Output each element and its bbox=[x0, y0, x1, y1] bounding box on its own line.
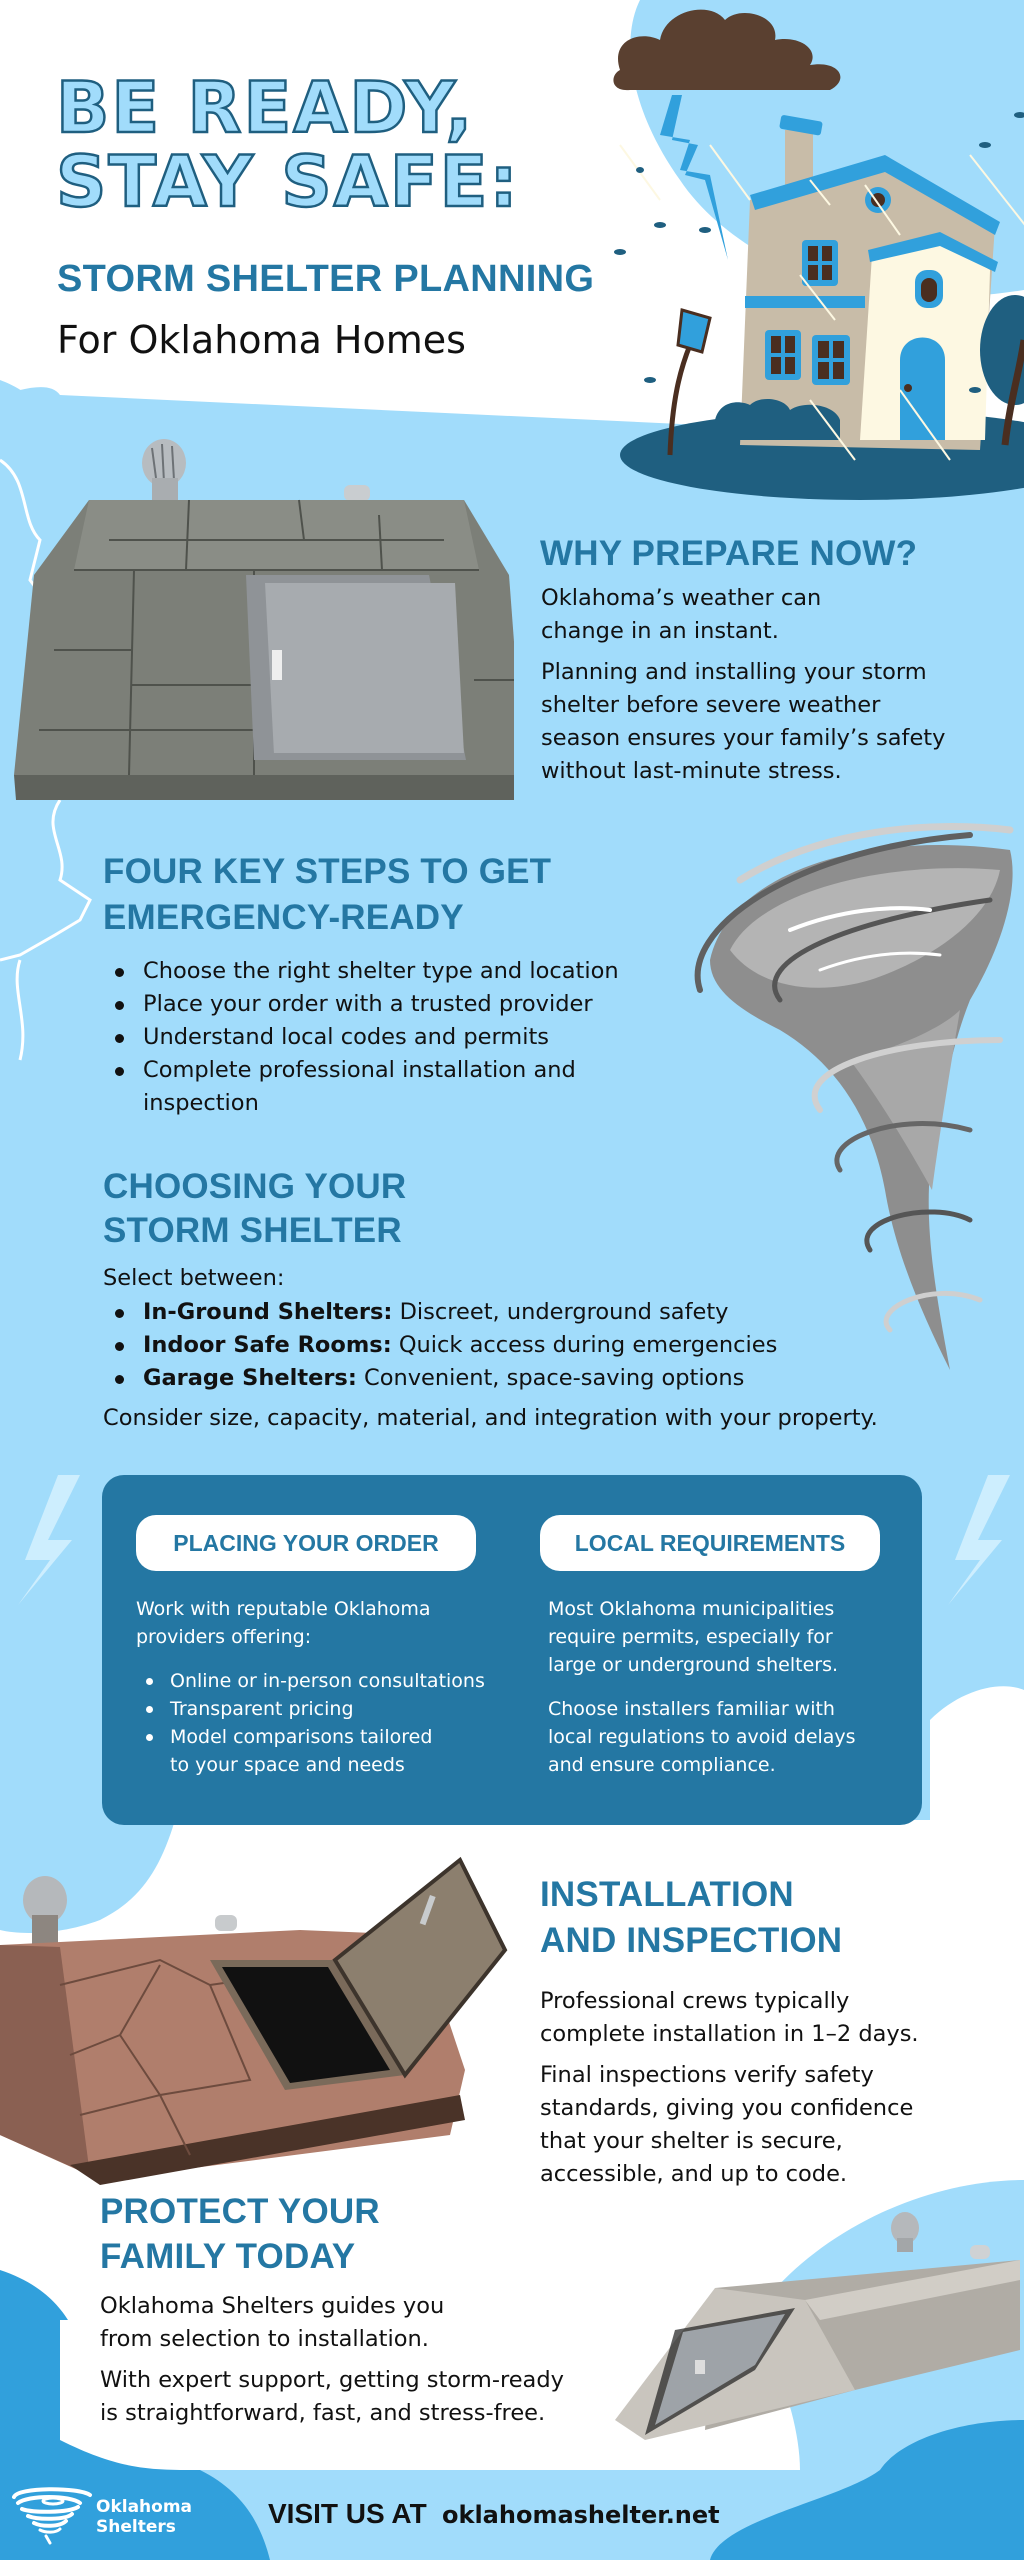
why-prepare-line: season ensures your family’s safety bbox=[541, 725, 946, 751]
hero-subtitle: STORM SHELTER PLANNING bbox=[57, 258, 595, 300]
placing-order-item: Model comparisons tailored to your space and needs bbox=[136, 1723, 456, 1779]
order-requirements-box bbox=[102, 1475, 922, 1825]
choosing-intro: Select between: bbox=[103, 1265, 285, 1291]
four-steps-item: Place your order with a trusted provider bbox=[103, 988, 663, 1021]
why-prepare-line: Oklahoma’s weather can bbox=[541, 585, 822, 611]
choosing-list bbox=[103, 1296, 903, 1395]
why-prepare-line: change in an instant. bbox=[541, 618, 779, 644]
choosing-item-label: In-Ground Shelters: bbox=[143, 1299, 393, 1325]
installation-line: accessible, and up to code. bbox=[540, 2161, 848, 2187]
footer bbox=[0, 2470, 1024, 2560]
why-prepare-line: shelter before severe weather bbox=[541, 692, 881, 718]
hero-subtitle-2: For Oklahoma Homes bbox=[57, 318, 466, 362]
choosing-item-desc: Quick access during emergencies bbox=[391, 1332, 778, 1358]
logo-text-line1: Oklahoma bbox=[96, 2497, 193, 2517]
why-prepare-heading: WHY PREPARE NOW? bbox=[540, 534, 918, 573]
installation-line: Final inspections verify safety bbox=[540, 2062, 874, 2088]
protect-text bbox=[100, 2290, 640, 2430]
placing-order-item: Online or in-person consultations bbox=[136, 1667, 516, 1695]
red-shelter-open-door-image bbox=[0, 1835, 520, 2190]
four-steps-item: Complete professional installation and inspection bbox=[103, 1054, 623, 1120]
choosing-heading-line2: STORM SHELTER bbox=[103, 1211, 402, 1250]
placing-order-item: Transparent pricing bbox=[136, 1695, 516, 1723]
choosing-heading-line1: CHOOSING YOUR bbox=[103, 1167, 407, 1206]
four-steps-section bbox=[0, 850, 700, 1130]
protect-heading-line1: PROTECT YOUR bbox=[100, 2192, 380, 2231]
four-steps-heading-line2: EMERGENCY-READY bbox=[103, 898, 464, 937]
why-prepare-section bbox=[0, 410, 1024, 810]
protect-line: from selection to installation. bbox=[100, 2326, 429, 2352]
four-steps-heading-line1: FOUR KEY STEPS TO GET bbox=[103, 852, 552, 891]
installation-text bbox=[540, 1985, 1010, 2191]
placing-order-text bbox=[136, 1595, 516, 1779]
placing-order-intro-line: providers offering: bbox=[136, 1626, 312, 1648]
concrete-shelter-image bbox=[605, 2210, 1024, 2440]
why-prepare-line: without last-minute stress. bbox=[541, 758, 842, 784]
local-requirements-text bbox=[548, 1595, 878, 1779]
choosing-item bbox=[103, 1296, 903, 1329]
protect-heading-line2: FAMILY TODAY bbox=[100, 2237, 356, 2276]
choosing-item-label: Indoor Safe Rooms: bbox=[143, 1332, 392, 1358]
placing-order-intro-line: Work with reputable Oklahoma bbox=[136, 1598, 431, 1620]
lightning-icon bbox=[660, 95, 728, 260]
local-requirements-heading: LOCAL REQUIREMENTS bbox=[540, 1515, 880, 1571]
choosing-item-label: Garage Shelters: bbox=[143, 1365, 357, 1391]
why-prepare-text bbox=[541, 582, 1011, 788]
choosing-item bbox=[103, 1362, 903, 1395]
placing-order-list bbox=[136, 1667, 516, 1779]
choosing-item bbox=[103, 1329, 903, 1362]
hero-title-line2: STAY SAFE: bbox=[56, 141, 520, 223]
cloud-icon bbox=[613, 10, 840, 91]
installation-heading-line2: AND INSPECTION bbox=[540, 1921, 843, 1960]
four-steps-list bbox=[103, 955, 663, 1120]
protect-line: With expert support, getting storm-ready bbox=[100, 2367, 564, 2393]
protect-line: is straightforward, fast, and stress-free. bbox=[100, 2400, 546, 2426]
tornado-logo-icon bbox=[8, 2485, 98, 2545]
logo-text-line2: Shelters bbox=[96, 2517, 176, 2537]
choosing-item-desc: Convenient, space-saving options bbox=[356, 1365, 745, 1391]
visit-us-label: VISIT US AT bbox=[268, 2498, 427, 2529]
protect-section bbox=[0, 2180, 1024, 2460]
installation-section bbox=[0, 1835, 1024, 2195]
local-requirements-para: Choose installers familiar with local regulations to avoid delays and ensure compliance. bbox=[548, 1698, 856, 1776]
gray-stone-shelter-image bbox=[14, 430, 514, 810]
installation-line: Professional crews typically bbox=[540, 1988, 850, 2014]
installation-line: standards, giving you confidence bbox=[540, 2095, 914, 2121]
installation-line: complete installation in 1–2 days. bbox=[540, 2021, 919, 2047]
choosing-outro: Consider size, capacity, material, and integration with your property. bbox=[103, 1405, 878, 1431]
hero-title-line1: BE READY, bbox=[56, 67, 475, 149]
hero-section bbox=[0, 0, 1024, 400]
logo[interactable] bbox=[8, 2485, 198, 2545]
website-link[interactable]: oklahomashelter.net bbox=[442, 2501, 720, 2529]
installation-line: that your shelter is secure, bbox=[540, 2128, 843, 2154]
choosing-item-desc: Discreet, underground safety bbox=[392, 1299, 729, 1325]
choosing-section bbox=[0, 1165, 960, 1445]
installation-heading-line1: INSTALLATION bbox=[540, 1875, 794, 1914]
four-steps-item: Understand local codes and permits bbox=[103, 1021, 663, 1054]
protect-line: Oklahoma Shelters guides you bbox=[100, 2293, 445, 2319]
four-steps-item: Choose the right shelter type and location bbox=[103, 955, 663, 988]
placing-order-heading: PLACING YOUR ORDER bbox=[136, 1515, 476, 1571]
why-prepare-line: Planning and installing your storm bbox=[541, 659, 927, 685]
local-requirements-para: Most Oklahoma municipalities require permits, especially for large or underground shelters. bbox=[548, 1598, 839, 1676]
